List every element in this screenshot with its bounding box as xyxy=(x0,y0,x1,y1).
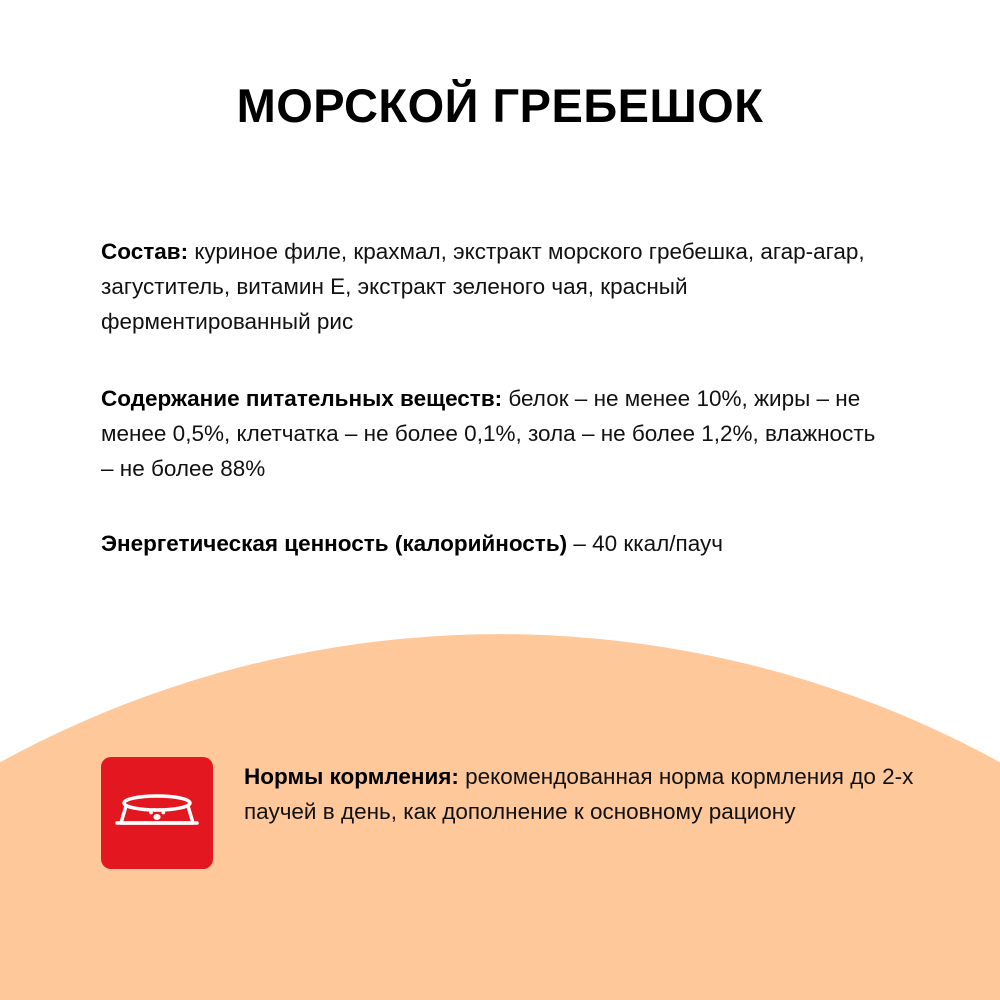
feeding-text: рекомендованная норма кормления до 2-х паучей в день, как дополнение к основному рациону xyxy=(244,764,914,824)
nutrients-text: белок – не менее 10%, жиры – не менее 0,5%, клетчатка – не более 0,1%, зола – не более 1,2%, влажность – не более 88% xyxy=(101,386,876,481)
composition-block xyxy=(101,234,891,339)
composition-text: куриное филе, крахмал, экстракт морского гребешка, агар-агар, загуститель, витамин Е, экстракт зеленого чая, красный ферментированный рис xyxy=(101,239,865,334)
pet-bowl-icon xyxy=(101,757,213,869)
feeding-block xyxy=(244,759,924,829)
energy-text: – 40 ккал/пауч xyxy=(567,531,723,556)
nutrients-label: Содержание питательных веществ: xyxy=(101,386,503,411)
nutrients-block xyxy=(101,381,891,486)
feeding-label: Нормы кормления: xyxy=(244,764,459,789)
composition-label: Состав: xyxy=(101,239,189,264)
energy-label: Энергетическая ценность (калорийность) xyxy=(101,531,568,556)
energy-block xyxy=(101,526,891,561)
page-title: МОРСКОЙ ГРЕБЕШОК xyxy=(236,79,764,132)
